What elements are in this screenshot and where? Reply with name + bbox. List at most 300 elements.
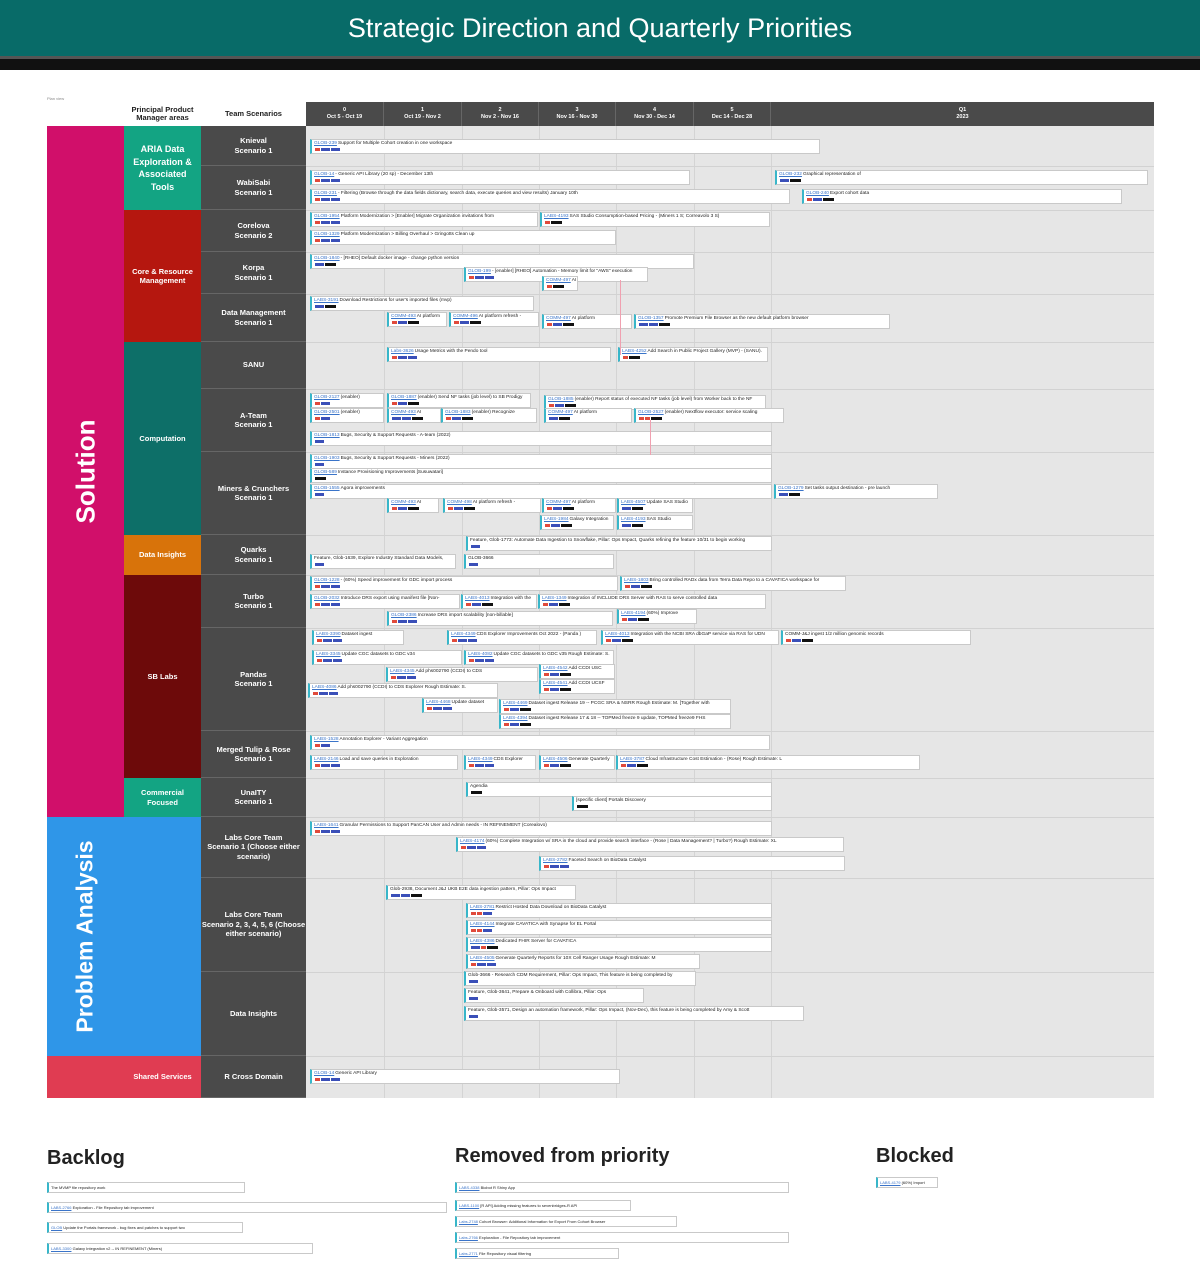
assignee-marker [483, 929, 492, 932]
card-key-link[interactable]: LABS-1641 [314, 823, 339, 828]
card-key-link[interactable]: COMM-497 [546, 278, 571, 283]
roadmap-card[interactable] [466, 920, 772, 935]
roadmap-card[interactable] [441, 408, 537, 423]
assignee-marker [321, 830, 330, 833]
roadmap-card[interactable] [542, 314, 632, 329]
assignee-marker [632, 524, 643, 527]
roadmap-card[interactable] [310, 408, 384, 423]
card-key-link[interactable]: LABS-3191 [314, 298, 339, 303]
roadmap-card[interactable] [310, 1069, 620, 1084]
assignee-marker [452, 417, 461, 420]
assignee-marker [477, 963, 486, 966]
card-title: Set tasks output destination - pre launch [804, 486, 891, 491]
backlog-item[interactable]: GLOB Update the Portals framework - bug fixes and patches to support two [47, 1222, 243, 1233]
card-key-link[interactable]: LABS-4394 [503, 716, 528, 721]
roadmap-card[interactable] [310, 735, 770, 750]
roadmap-card[interactable] [310, 554, 456, 569]
assignee-marker [469, 1015, 478, 1018]
card-key-link[interactable]: LABS-4349 [468, 757, 493, 762]
assignee-marker [639, 417, 644, 420]
team-turbo[interactable]: Turbo Scenario 1 [201, 575, 306, 628]
card-key-link[interactable]: LABS-4505 [470, 956, 495, 961]
card-key-link[interactable]: LABS-2146 [314, 757, 339, 762]
assignee-marker [325, 305, 336, 308]
card-key-link[interactable]: GLOB-1887 [391, 395, 417, 400]
roadmap-card[interactable] [572, 796, 772, 811]
assignee-marker [631, 585, 640, 588]
roadmap-card[interactable] [466, 954, 700, 969]
card-key-link[interactable]: GLOB-589 [314, 470, 337, 475]
card-key-link[interactable]: LABS-2782 [543, 858, 568, 863]
roadmap-card[interactable] [310, 821, 772, 836]
roadmap-card[interactable] [310, 468, 772, 483]
assignee-marker [313, 692, 318, 695]
card-title: AI platform [571, 500, 595, 505]
card-key-link[interactable]: LABS-1349 [542, 596, 567, 601]
card-title: Promote Premium File Browser as the new default platform browser [664, 316, 809, 321]
card-key-link[interactable]: LABS-1528 [314, 737, 339, 742]
card-key-link[interactable]: GLOB-1840 [314, 256, 340, 261]
areas-column-header: Principal Product Manager areas [131, 105, 194, 122]
roadmap-card[interactable] [538, 594, 766, 609]
assignee-marker [331, 221, 340, 224]
assignee-marker [321, 148, 330, 151]
card-key-link[interactable]: GLOB-2032 [314, 596, 340, 601]
card-key-link[interactable]: GLOB-1329 [314, 232, 340, 237]
card-assignee-markers [315, 198, 340, 201]
roadmap-card[interactable] [464, 988, 644, 1003]
assignee-marker [446, 417, 451, 420]
roadmap-card[interactable] [539, 664, 615, 679]
team-data-insights[interactable]: Data Insights [201, 972, 306, 1056]
assignee-marker [577, 805, 588, 808]
assignee-marker [779, 493, 788, 496]
card-key-link[interactable]: LABS-4252 [622, 349, 647, 354]
removed-item[interactable]: Labs-2748 Cohort Browser: Additional Information for Export From Cohort Browser [455, 1216, 677, 1227]
card-key-link[interactable]: LABS-4144 [470, 922, 495, 927]
card-title: Graphical representation of [802, 172, 861, 177]
card-key-link[interactable]: LABS-4013 [605, 632, 630, 637]
card-assignee-markers [313, 692, 338, 695]
card-assignee-markers [471, 791, 482, 794]
assignee-marker [475, 276, 484, 279]
card-key-link[interactable]: GLOB-2386 [391, 613, 417, 618]
roadmap-card[interactable] [422, 698, 498, 713]
roadmap-card[interactable] [617, 515, 693, 530]
card-key-link[interactable]: GLOB-1885 [548, 397, 574, 402]
roadmap-card[interactable] [601, 630, 779, 645]
roadmap-card[interactable] [540, 212, 770, 227]
assignee-marker [468, 639, 477, 642]
card-title: - [enabler] [RHEO] Automation - Memory limit for "AWS" execution [491, 269, 633, 274]
teams-column-header: Team Scenarios [225, 109, 282, 118]
card-key-link[interactable]: GLOB-239 [314, 141, 337, 146]
assignee-marker [392, 356, 397, 359]
roadmap-card[interactable] [464, 1006, 804, 1021]
card-key-link[interactable]: LABS-1984 [544, 517, 569, 522]
card-key-link[interactable]: LABS-3390 [316, 632, 341, 637]
roadmap-card[interactable] [310, 576, 618, 591]
card-key-link[interactable]: LABS-3787 [620, 757, 645, 762]
assignee-marker [401, 894, 410, 897]
roadmap-card[interactable] [539, 679, 615, 694]
card-title: Dataset ingest Release 17 & 18 -- TOPMed freeze 9 update, TOPMed freeze9 FHS [528, 716, 706, 721]
card-title: Bring controlled RADx data from Terra Data Repo to a CAVATICA workspace for [649, 578, 820, 583]
card-key-link[interactable]: GLOB-1883 [445, 410, 471, 415]
card-key-link[interactable]: COMM-497 [546, 316, 571, 321]
assignee-marker [550, 865, 559, 868]
roadmap-card[interactable] [620, 576, 846, 591]
assignee-marker [448, 507, 453, 510]
card-key-link[interactable]: GLOB-2501 [314, 410, 340, 415]
team-knieval[interactable]: Knieval Scenario 1 [201, 126, 306, 166]
card-assignee-markers [392, 321, 419, 324]
card-key-link[interactable]: LABS-4345 [390, 669, 415, 674]
card-key-link[interactable]: GLOB-1279 [778, 486, 804, 491]
card-key-link[interactable]: Labs-3626 [391, 349, 414, 354]
assignee-marker [481, 946, 486, 949]
card-assignee-markers [543, 603, 570, 606]
card-title: Increase DRS import scalability [non-billable] [417, 613, 513, 618]
roadmap-card[interactable] [781, 630, 971, 645]
roadmap-card[interactable] [466, 536, 772, 551]
card-assignee-markers [471, 545, 480, 548]
card-title: CDS Explorer [493, 757, 523, 762]
team-labs-core-2[interactable]: Labs Core Team Scenario 2, 3, 4, 5, 6 (Choose either scenario) [201, 878, 306, 972]
roadmap-card[interactable] [464, 554, 614, 569]
assignee-marker [321, 764, 330, 767]
card-assignee-markers [471, 912, 492, 915]
card-key-link[interactable]: LABS-4082 [468, 652, 493, 657]
assignee-marker [786, 639, 791, 642]
roadmap-card[interactable] [775, 170, 1148, 185]
assignee-marker [317, 639, 322, 642]
card-assignee-markers [315, 493, 324, 496]
card-key-link[interactable]: LABS-4542 [543, 666, 568, 671]
card-key-link[interactable]: LABS-4194 [621, 611, 646, 616]
backlog-item[interactable]: The MVMP file repository work [47, 1182, 245, 1193]
assignee-marker [651, 417, 662, 420]
card-assignee-markers [317, 639, 342, 642]
assignee-marker [408, 620, 417, 623]
card-assignee-markers [469, 1015, 478, 1018]
roadmap-card[interactable] [447, 630, 597, 645]
assignee-marker [483, 912, 492, 915]
roadmap-card[interactable] [544, 408, 632, 423]
card-title: SAS Studio [646, 517, 672, 522]
assignee-marker [520, 708, 531, 711]
team-quarks[interactable]: Quarks Scenario 1 [201, 535, 306, 575]
assignee-marker [408, 507, 419, 510]
team-sanu[interactable]: SANU [201, 342, 306, 389]
card-key-link[interactable]: LABS-4193 [621, 517, 646, 522]
sprint-0-header[interactable]: 0 Oct 5 - Oct 19 [306, 102, 384, 126]
card-key-link[interactable]: GLOB-232 [779, 172, 802, 177]
card-key-link[interactable]: LABS-1803 [624, 578, 649, 583]
assignee-marker [625, 585, 630, 588]
assignee-marker [543, 603, 548, 606]
card-title: [specific client] Portals Discovery [576, 798, 646, 803]
card-assignee-markers [461, 846, 486, 849]
assignee-marker [392, 402, 397, 405]
team-corelova[interactable]: Corelova Scenario 2 [201, 210, 306, 252]
card-key-link[interactable]: GLOB-1954 [314, 214, 340, 219]
roadmap-card[interactable] [464, 650, 614, 665]
assignee-marker [331, 148, 340, 151]
card-key-link[interactable]: GLOB-1813 [314, 433, 340, 438]
roadmap-card[interactable] [310, 393, 384, 408]
roadmap-card[interactable] [386, 667, 538, 682]
card-assignee-markers [544, 673, 571, 676]
team-pandas[interactable]: Pandas Scenario 1 [201, 628, 306, 731]
assignee-marker [427, 707, 432, 710]
team-data-management[interactable]: Data Management Scenario 1 [201, 294, 306, 342]
roadmap-card[interactable] [312, 650, 462, 665]
card-title: Download Restrictions for user's imported files (mvp) [339, 298, 452, 303]
assignee-marker [461, 846, 466, 849]
roadmap-card[interactable] [387, 347, 611, 362]
roadmap-card[interactable] [310, 296, 534, 311]
roadmap-card[interactable] [387, 408, 441, 423]
assignee-marker [790, 179, 801, 182]
assignee-marker [333, 659, 342, 662]
card-key-link[interactable]: COMM-497 [548, 410, 573, 415]
assignee-marker [392, 321, 397, 324]
card-key-link[interactable]: GLOB-2127 [314, 395, 340, 400]
card-assignee-markers [471, 929, 492, 932]
card-key-link[interactable]: LABS-4013 [465, 596, 490, 601]
card-title: AI [416, 410, 422, 415]
sprint-2-header[interactable]: 2 Nov 2 - Nov 16 [462, 102, 539, 126]
card-key-link[interactable]: COMM-493 [391, 314, 416, 319]
card-key-link[interactable]: LABS-4386 [470, 939, 495, 944]
card-key-link[interactable]: GLOB-14 [314, 1071, 335, 1076]
backlog-item[interactable]: LABS-2766 Exploration - File Repository tab improvement [47, 1202, 447, 1213]
assignee-marker [553, 285, 564, 288]
card-title: Feature, Glob-3571, Design an automation framework, Pillar: Ops Impact, (Nov-Dec), this feature is being completed by Amy & Scott [468, 1008, 750, 1013]
roadmap-card[interactable] [466, 903, 772, 918]
assignee-marker [464, 507, 475, 510]
team-a-team[interactable]: A-Team Scenario 1 [201, 389, 306, 452]
sprint-4-header[interactable]: 4 Nov 30 - Dec 14 [616, 102, 694, 126]
card-key-link[interactable]: COMM-493 [391, 500, 416, 505]
card-key-link[interactable]: COMM-498 [447, 500, 472, 505]
card-title: Support for Multiple Cohort creation in one workspace [337, 141, 453, 146]
assignee-marker [331, 830, 340, 833]
roadmap-card[interactable] [539, 856, 845, 871]
sprint-1-header[interactable]: 1 Oct 19 - Nov 2 [384, 102, 462, 126]
roadmap-card[interactable] [617, 498, 693, 513]
quarter-q1-header[interactable]: Q1 2023 [956, 107, 969, 120]
roadmap-card[interactable] [456, 837, 844, 852]
roadmap-card[interactable] [499, 714, 731, 729]
roadmap-card[interactable] [443, 498, 541, 513]
card-key-link[interactable]: GLOB-2527 [638, 410, 664, 415]
assignee-marker [466, 603, 471, 606]
card-assignee-markers [621, 764, 648, 767]
roadmap-card[interactable] [312, 630, 404, 645]
card-title: (enabler) [340, 410, 360, 415]
roadmap-card[interactable] [466, 782, 772, 797]
assignee-marker [549, 603, 558, 606]
card-title: (enabler) Recognize [471, 410, 515, 415]
roadmap-card[interactable] [310, 212, 538, 227]
assignee-marker [487, 946, 498, 949]
roadmap-card[interactable] [464, 971, 696, 986]
card-assignee-markers [392, 507, 419, 510]
roadmap-card[interactable] [308, 683, 498, 698]
assignee-marker [471, 791, 482, 794]
card-title: Faceted Search on BioData Catalyst [568, 858, 647, 863]
assignee-marker [504, 723, 509, 726]
card-assignee-markers [544, 764, 571, 767]
card-title: Load and save queries in Exploration [339, 757, 419, 762]
card-key-link[interactable]: LABS-4507 [621, 500, 646, 505]
team-merged-tulip-rose[interactable]: Merged Tulip & Rose Scenario 1 [201, 731, 306, 778]
roadmap-card[interactable] [387, 312, 447, 327]
assignee-marker [331, 179, 340, 182]
roadmap-card[interactable] [617, 609, 697, 624]
team-korpa[interactable]: Korpa Scenario 1 [201, 252, 306, 294]
roadmap-card[interactable] [499, 699, 731, 714]
roadmap-card[interactable] [310, 755, 458, 770]
roadmap-card[interactable] [449, 312, 539, 327]
assignee-marker [321, 603, 330, 606]
roadmap-card[interactable] [616, 755, 920, 770]
sprint-3-header[interactable]: 3 Nov 16 - Nov 30 [539, 102, 616, 126]
dependency-link [650, 420, 651, 455]
roadmap-card[interactable] [542, 276, 578, 291]
roadmap-card[interactable] [387, 611, 613, 626]
roadmap-card[interactable] [310, 170, 690, 185]
roadmap-card[interactable] [310, 189, 790, 204]
card-key-link[interactable]: LABS-3345 [316, 652, 341, 657]
card-key-link[interactable]: LABS-4468 [426, 700, 451, 705]
backlog-item[interactable]: LABS-3300 Galaxy Integration v2 -- IN REFINEMENT (Miners) [47, 1243, 313, 1254]
assignee-marker [813, 198, 822, 201]
card-key-link[interactable]: LABS-4193 [544, 214, 569, 219]
assignee-marker [623, 356, 628, 359]
card-key-link[interactable]: GLOB-240 [806, 191, 829, 196]
card-title: Feature, Glob-3641, Prepare & Onboard with Collibra, Pillar: Ops [468, 990, 607, 995]
card-key-link[interactable]: GLOB-1903 [314, 456, 340, 461]
roadmap-card[interactable] [310, 431, 772, 446]
assignee-marker [545, 524, 550, 527]
assignee-marker [321, 417, 330, 420]
roadmap-card[interactable] [802, 189, 1122, 204]
roadmap-card[interactable] [540, 515, 614, 530]
card-title: COMM-J&J ingest 1/2 million genomic records [785, 632, 884, 637]
assignee-marker [475, 764, 484, 767]
roadmap-card[interactable] [618, 347, 768, 362]
assignee-marker [485, 276, 494, 279]
assignee-marker [321, 1078, 330, 1081]
card-key-link[interactable]: GLOB-1555 [314, 486, 340, 491]
card-assignee-markers [317, 659, 342, 662]
blocked-item[interactable]: LABS-4179 (60%) Import [876, 1177, 938, 1188]
card-key-link[interactable]: LABS-4541 [543, 681, 568, 686]
roadmap-card[interactable] [310, 139, 820, 154]
assignee-marker [560, 764, 571, 767]
area-aria: ARIA Data Exploration & Associated Tools [124, 126, 201, 210]
backlog-title: Backlog [47, 1147, 125, 1169]
card-key-link[interactable]: COMM-496 [453, 314, 478, 319]
card-key-link[interactable]: GLOB-1357 [638, 316, 664, 321]
assignee-marker [469, 563, 478, 566]
assignee-marker [563, 323, 574, 326]
roadmap-card[interactable] [310, 454, 772, 469]
removed-item[interactable]: Labs-2766 Exploration - File Repository tab improvement [455, 1232, 789, 1243]
sprint-5-header[interactable]: 5 Dec 14 - Dec 28 [694, 102, 771, 126]
roadmap-card[interactable] [539, 755, 615, 770]
card-key-link[interactable]: GLOB-1228 [314, 578, 340, 583]
card-key-link[interactable]: LABS-2781 [470, 905, 495, 910]
card-key-link[interactable]: LABS-4174 [460, 839, 485, 844]
card-key-link[interactable]: LABS-4349 [451, 632, 476, 637]
assignee-marker [433, 707, 442, 710]
card-key-link[interactable]: COMM-497 [546, 500, 571, 505]
assignee-marker [321, 179, 330, 182]
assignee-marker [627, 764, 636, 767]
card-key-link[interactable]: LABS-4506 [543, 757, 568, 762]
timeline-header [306, 102, 1154, 126]
card-title: Export cohort data [829, 191, 870, 196]
team-wabisabi[interactable]: WabiSabi Scenario 1 [201, 166, 306, 210]
removed-item[interactable]: LABS-4338 Biobot R Shiny App [455, 1182, 789, 1193]
card-assignee-markers [391, 894, 422, 897]
roadmap-card[interactable] [464, 755, 536, 770]
assignee-marker [622, 507, 631, 510]
card-key-link[interactable]: GLOB-231 [314, 191, 337, 196]
assignee-marker [544, 764, 549, 767]
card-key-link[interactable]: GLOB-199 [468, 269, 491, 274]
roadmap-card[interactable] [461, 594, 537, 609]
card-assignee-markers [606, 639, 633, 642]
team-r-cross-domain[interactable]: R Cross Domain [201, 1056, 306, 1098]
roadmap-card[interactable] [386, 885, 576, 900]
roadmap-card[interactable] [542, 498, 616, 513]
team-unaity[interactable]: UnaITY Scenario 1 [201, 778, 306, 817]
roadmap-card[interactable] [310, 594, 460, 609]
team-labs-core-1[interactable]: Labs Core Team Scenario 1 (Choose either scenario) [201, 817, 306, 878]
roadmap-card[interactable] [310, 230, 616, 245]
roadmap-card[interactable] [466, 937, 772, 952]
roadmap-card[interactable] [774, 484, 938, 499]
card-key-link[interactable]: LABS-4086 [312, 685, 337, 690]
roadmap-card[interactable] [634, 408, 784, 423]
card-key-link[interactable]: GLOB-14 [314, 172, 335, 177]
card-title: CDS Explorer Improvements Oct 2022 - (Panda ) [476, 632, 582, 637]
assignee-marker [789, 493, 800, 496]
removed-item[interactable]: Labs-2771 File Repository visual filtering [455, 1248, 619, 1259]
removed-item[interactable]: LABS-1100 [R API] Adding missing features to sevenbridges-R API [455, 1200, 631, 1211]
area-commercial: Commercial Focused [124, 778, 201, 817]
card-key-link[interactable]: LABS-4469 [503, 701, 528, 706]
team-miners-crunchers[interactable]: Miners & Crunchers Scenario 1 [201, 452, 306, 535]
card-assignee-markers [549, 417, 570, 420]
card-key-link[interactable]: COMM-493 [391, 410, 416, 415]
roadmap-card[interactable] [387, 393, 531, 408]
card-assignee-markers [622, 507, 643, 510]
card-assignee-markers [315, 463, 324, 466]
roadmap-card[interactable] [387, 498, 439, 513]
roadmap-card[interactable] [634, 314, 890, 329]
roadmap-card[interactable] [310, 484, 772, 499]
assignee-marker [462, 417, 473, 420]
assignee-marker [323, 659, 332, 662]
card-assignee-markers [315, 305, 336, 308]
assignee-marker [606, 639, 611, 642]
